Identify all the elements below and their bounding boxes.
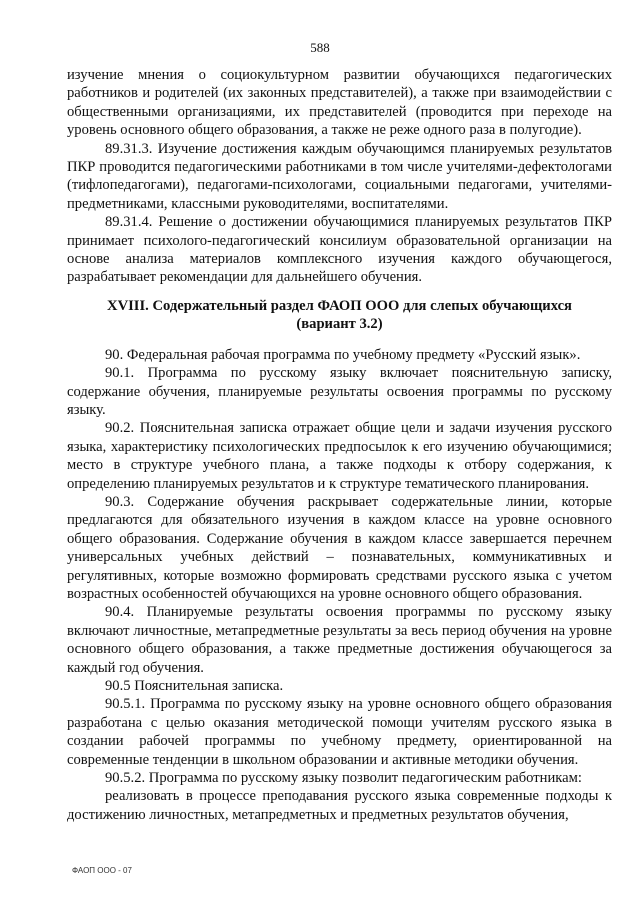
paragraph-90-1: 90.1. Программа по русскому языку включает пояснительную записку, содержание обучения, планируемые результаты освоения программы по русскому языку. — [67, 365, 612, 418]
paragraph-90: 90. Федеральная рабочая программа по учебному предмету «Русский язык». — [105, 346, 581, 363]
section-heading-title: XVIII. Содержательный раздел ФАОП ООО для слепых обучающихся — [107, 297, 572, 314]
paragraph-90-5: 90.5 Пояснительная записка. — [105, 678, 284, 694]
document-body — [67, 66, 612, 824]
paragraph-90-4: 90.4. Планируемые результаты освоения программы по русскому языку включают личностные, метапредметные результаты за весь период обучения на уровне основного общего образования, а также предметные достижения обучающегося за каждый год обучения. — [67, 604, 612, 676]
paragraph-continuation: изучение мнения о социокультурном развитии обучающихся педагогических работников и родителей (их законных представителей), а также при взаимодействии с общественными организациями, их представителей (проводится при переходе на уровень основного общего образования, а также не реже одного раза в полугодие). — [67, 67, 612, 139]
paragraph-90-3: 90.3. Содержание обучения раскрывает содержательные линии, которые предлагаются для обязательного изучения в каждом классе на уровне основного общего образования. Содержание обучения в каждом классе завершается перечнем универсальных учебных действий – познавательных, коммуникативных и регулятивных, которые возможно формировать средствами русского языка с учетом возрастных особенностей обучающихся на уровне основного общего образования. — [67, 493, 612, 602]
footer-document-code: ФАОП ООО - 07 — [72, 866, 132, 875]
paragraph-89-31-3: 89.31.3. Изучение достижения каждым обучающимся планируемых результатов ПКР проводится педагогическими работниками в том числе учителями-дефектологами (тифлопедагогами), педагогами-психологами, социальными педагогами, учителями-предметниками, классными руководителями, воспитателями. — [67, 140, 612, 212]
page-number: 588 — [310, 40, 330, 55]
paragraph-89-31-4: 89.31.4. Решение о достижении обучающимися планируемых результатов ПКР принимает психолого-педагогический консилиум образовательной организации на основе анализа материалов комплексного изучения каждого обучающегося, разрабатывает рекомендации для дальнейшего обучения. — [67, 214, 612, 286]
paragraph-list-item: реализовать в процессе преподавания русского языка современные подходы к достижению личностных, метапредметных и предметных результатов обучения, — [67, 788, 612, 823]
section-heading — [67, 297, 612, 334]
paragraph-90-5-1: 90.5.1. Программа по русскому языку на уровне основного общего образования разработана с целью оказания методической помощи учителям русского языка в создании рабочей программы по учебному предмету, ориентированной на современные тенденции в школьном образовании и активные методики обучения. — [67, 696, 612, 768]
paragraph-90-5-2: 90.5.2. Программа по русскому языку позволит педагогическим работникам: — [105, 770, 582, 787]
section-heading-variant: (вариант 3.2) — [296, 316, 383, 333]
paragraph-90-2: 90.2. Пояснительная записка отражает общие цели и задачи изучения русского языка, характеристику психологических предпосылок к его изучению обучающимися; место в структуре учебного плана, а также подходы к отбору содержания, к определению планируемых результатов и к структуре тематического планирования. — [67, 420, 612, 492]
